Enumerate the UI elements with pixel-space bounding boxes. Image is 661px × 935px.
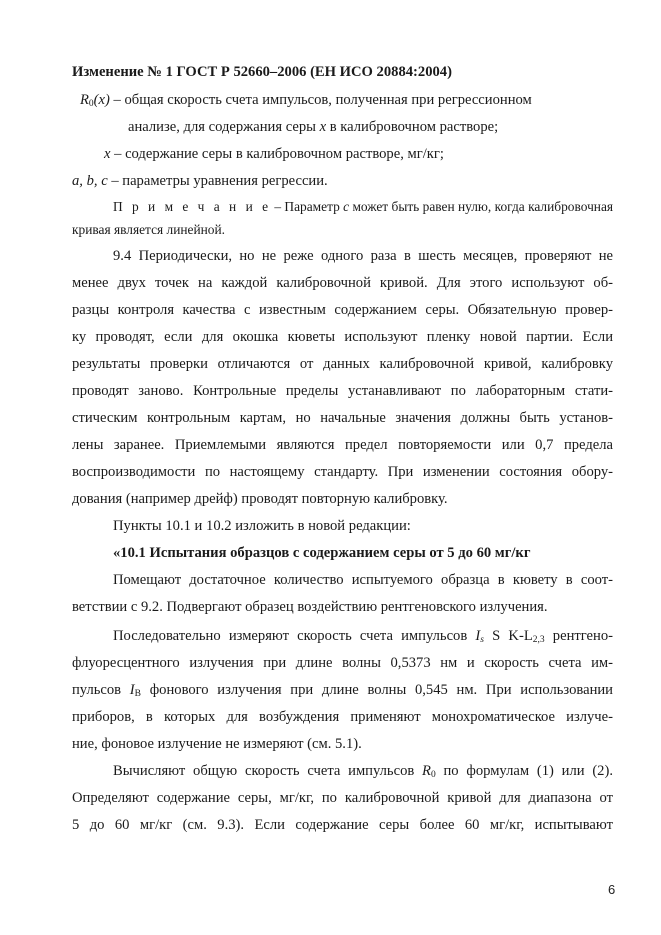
- definition-symbol: a, b, c: [72, 173, 108, 189]
- paragraph-9-4-line: разцы контроля качества с известным содержанием серы. Обязательную провер-: [72, 302, 613, 318]
- paragraph-measure-line-4: приборов, в которых для возбуждения применяют монохроматическое излуче-: [72, 709, 613, 725]
- text-run: фонового излучения при длине волны 0,545 нм. При использовании: [141, 682, 613, 698]
- paragraph-measure-line-3: [72, 681, 613, 699]
- paragraph-9-4-line: 9.4 Периодически, но не реже одного раза в шесть месяцев, проверяют не: [113, 248, 613, 264]
- text-run: S K-L: [483, 628, 533, 644]
- note-line-2: кривая является линейной.: [72, 222, 226, 237]
- definition-arg: (x): [93, 92, 110, 108]
- paragraph-place-line: Помещают достаточное количество испытуемого образца в кювету в соот-: [113, 572, 613, 588]
- paragraph-9-4-line: менее двух точек на каждой калибровочной кривой. Для этого используют об-: [72, 275, 613, 291]
- section-heading-10-1: «10.1 Испытания образцов с содержанием серы от 5 до 60 мг/кг: [113, 545, 531, 561]
- definition-symbol: R: [80, 92, 89, 108]
- paragraph-9-4-line: ку проводят, если для окошка кюветы используют пленку новой партии. Если: [72, 329, 613, 345]
- definition-x: [104, 145, 444, 163]
- page-number: 6: [608, 882, 616, 897]
- symbol-r0: R: [422, 763, 431, 779]
- paragraph-9-4-line: стическим контрольным картам, но начальные значения должны быть установ-: [72, 410, 613, 426]
- paragraph-9-4-line: проводят заново. Контрольные пределы устанавливают по лабораторным стати-: [72, 383, 613, 399]
- paragraph-calc-line-3: 5 до 60 мг/кг (см. 9.3). Если содержание серы более 60 мг/кг, испытывают: [72, 817, 613, 833]
- text-run: пульсов: [72, 682, 130, 698]
- definition-text: в калибровочном растворе;: [326, 119, 499, 135]
- text-run: Вычисляют общую скорость счета импульсов: [113, 763, 423, 779]
- definition-text: – общая скорость счета импульсов, полученная при регрессионном: [109, 92, 532, 108]
- text-run: по формулам (1) или (2).: [435, 763, 613, 779]
- paragraph-place-line: ветствии с 9.2. Подвергают образец воздействию рентгеновского излучения.: [72, 599, 548, 615]
- definition-r0-cont: [128, 118, 498, 136]
- paragraph-9-4-line: лены заранее. Приемлемыми являются предел повторяемости или 0,7 предела: [72, 437, 613, 453]
- paragraph-measure-line-2: флуоресцентного излучения при длине волны 0,5373 нм и скорость счета им-: [72, 655, 613, 671]
- items-instruction: Пункты 10.1 и 10.2 изложить в новой редакции:: [113, 518, 411, 534]
- note-text: – Параметр: [271, 199, 344, 214]
- definition-text: анализе, для содержания серы: [128, 119, 320, 135]
- note-param: c: [343, 199, 350, 214]
- symbol-subscript: 2,3: [532, 635, 545, 645]
- amendment-title: Изменение № 1 ГОСТ Р 52660–2006 (ЕН ИСО 20884:2004): [72, 64, 452, 80]
- symbol-subscript: B: [134, 689, 141, 699]
- definition-subscript: 0: [88, 99, 94, 109]
- paragraph-9-4-line: дования (например дрейф) проводят повторную калибровку.: [72, 491, 448, 507]
- definition-abc: [72, 172, 328, 190]
- note-label: П р и м е ч а н и е: [113, 199, 272, 214]
- paragraph-9-4-line: воспроизводимости по настоящему стандарту. При изменении состояния обору-: [72, 464, 613, 480]
- paragraph-measure-line-1: [113, 627, 613, 645]
- symbol-subscript: s: [480, 635, 484, 645]
- symbol-ib: I: [129, 682, 135, 698]
- definition-r0: [80, 91, 532, 109]
- definition-symbol: x: [104, 146, 111, 162]
- paragraph-9-4-line: результаты проверки отличаются от данных калибровочной кривой, калибровку: [72, 356, 613, 372]
- text-run: рентгено-: [544, 628, 613, 644]
- definition-text: – параметры уравнения регрессии.: [107, 173, 328, 189]
- paragraph-measure-line-5: ние, фоновое излучение не измеряют (см. 5.1).: [72, 736, 362, 752]
- paragraph-calc-line-2: Определяют содержание серы, мг/кг, по калибровочной кривой для диапазона от: [72, 790, 613, 806]
- text-run: Последовательно измеряют скорость счета импульсов: [113, 628, 476, 644]
- note-text: может быть равен нулю, когда калибровочная: [349, 199, 614, 214]
- paragraph-calc-line-1: [113, 762, 613, 780]
- definition-var: x: [319, 119, 327, 135]
- symbol-is: I: [475, 628, 481, 644]
- definition-text: – содержание серы в калибровочном растворе, мг/кг;: [110, 146, 444, 162]
- symbol-subscript: 0: [430, 770, 436, 780]
- note-line-1: [113, 198, 613, 216]
